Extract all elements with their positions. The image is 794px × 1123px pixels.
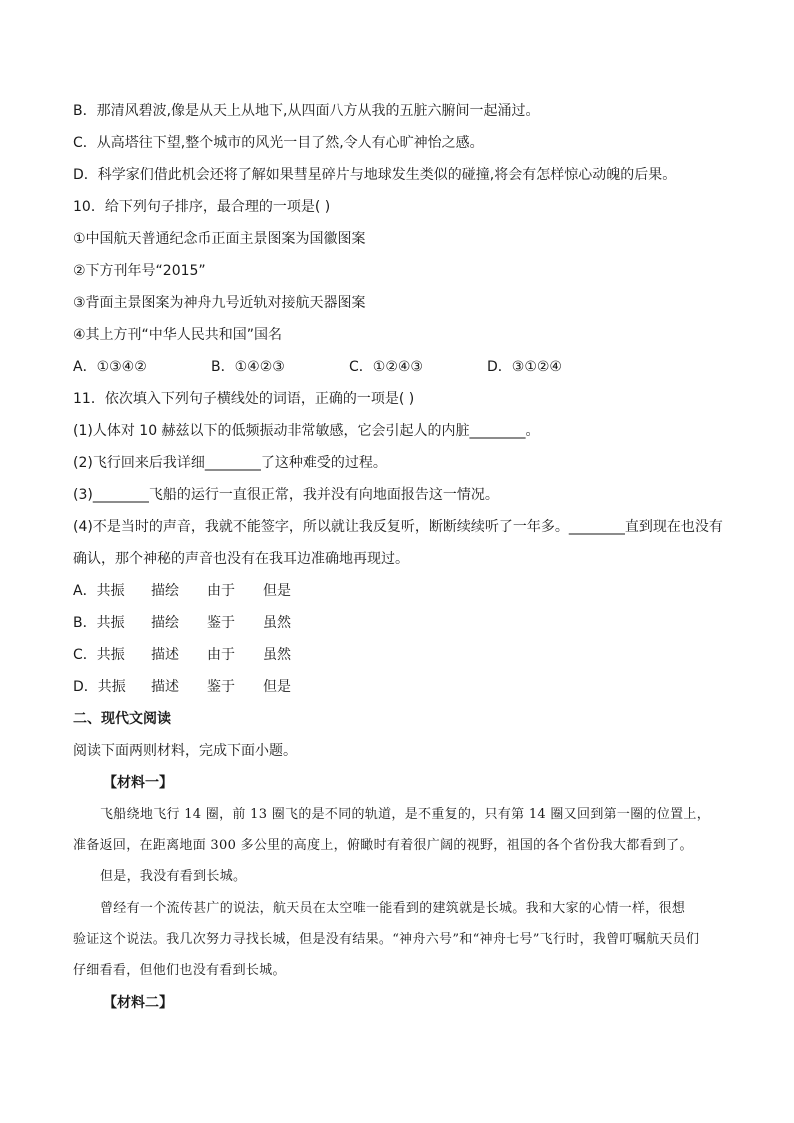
q11-sentence-4b: 确认，那个神秘的声音也没有在我耳边准确地再现过。 — [73, 551, 409, 567]
q11-option-b-word3: 鉴于 — [207, 615, 235, 631]
q10-option-b: B．①④②③ — [211, 359, 285, 375]
material-1-para-1a: 飞船绕地飞行 14 圈，前 13 圈飞的是不同的轨道，是不重复的，只有第 14 圈又回到第一圈的位置上， — [100, 807, 711, 822]
q11-option-c-word3: 由于 — [207, 647, 235, 663]
q11-option-a — [73, 581, 291, 601]
q11-option-d — [73, 677, 291, 697]
material-1-para-3a: 曾经有一个流传甚广的说法，航天员在太空唯一能看到的建筑就是长城。我和大家的心情一样，很想 — [100, 901, 686, 916]
q10-item-1: ①中国航天普通纪念币正面主景图案为国徽图案 — [73, 231, 366, 247]
q11-option-c — [73, 645, 291, 665]
q10-options — [73, 357, 562, 377]
q11-option-d-word3: 鉴于 — [207, 679, 235, 695]
q10-option-a: A．①③④② — [73, 359, 147, 375]
q11-option-a-label: A．共振 — [73, 583, 125, 599]
q10-item-2: ②下方刊年号“2015” — [73, 263, 206, 279]
q9-option-c: C．从高塔往下望,整个城市的风光一目了然,令人有心旷神怡之感。 — [73, 135, 484, 151]
q11-sentence-1: (1)人体对 10 赫兹以下的低频振动非常敏感，它会引起人的内脏________。 — [73, 423, 540, 439]
q11-option-d-label: D．共振 — [73, 679, 126, 695]
material-1-para-3b: 验证这个说法。我几次努力寻找长城，但是没有结果。“神舟六号”和“神舟七号”飞行时，我曾叮嘱航天员们 — [73, 932, 700, 947]
q11-sentence-3: (3)________飞船的运行一直很正常，我并没有向地面报告这一情况。 — [73, 487, 499, 503]
q10-item-4: ④其上方刊“中华人民共和国”国名 — [73, 327, 283, 343]
q11-sentence-4a: (4)不是当时的声音，我就不能签字，所以就让我反复听，断断续续听了一年多。________直到现在也没有 — [73, 519, 723, 535]
q11-option-b — [73, 613, 291, 633]
q11-option-a-word3: 由于 — [207, 583, 235, 599]
q11-option-b-label: B．共振 — [73, 615, 125, 631]
q10-option-c: C．①②④③ — [349, 359, 423, 375]
q11-option-b-word4: 虽然 — [263, 615, 291, 631]
q11-option-c-word2: 描述 — [151, 647, 179, 663]
q10-stem: 10．给下列句子排序，最合理的一项是( ) — [73, 199, 331, 215]
q10-option-d: D．③①②④ — [487, 359, 562, 375]
material-1-para-2: 但是，我没有看到长城。 — [100, 869, 247, 884]
q11-option-d-word2: 描述 — [151, 679, 179, 695]
section-title: 二、现代文阅读 — [73, 711, 171, 727]
q11-stem: 11．依次填入下列句子横线处的词语，正确的一项是( ) — [73, 391, 415, 407]
q11-sentence-2: (2)飞行回来后我详细________了这种难受的过程。 — [73, 455, 387, 471]
q10-item-3: ③背面主景图案为神舟九号近轨对接航天器图案 — [73, 295, 366, 311]
q11-option-b-word2: 描绘 — [151, 615, 179, 631]
q11-option-a-word4: 但是 — [263, 583, 291, 599]
section-instruction: 阅读下面两则材料，完成下面小题。 — [73, 743, 297, 759]
q11-option-a-word2: 描绘 — [151, 583, 179, 599]
material-1-para-3c: 仔细看看，但他们也没有看到长城。 — [73, 963, 286, 978]
material-1-title: 【材料一】 — [103, 775, 173, 791]
q9-option-d: D．科学家们借此机会还将了解如果彗星碎片与地球发生类似的碰撞,将会有怎样惊心动魄的后果。 — [73, 167, 677, 183]
material-2-title: 【材料二】 — [103, 995, 173, 1011]
material-1-para-1b: 准备返回，在距离地面 300 多公里的高度上，俯瞰时有着很广阔的视野，祖国的各个省份我大都看到了。 — [73, 838, 693, 853]
q11-option-c-label: C．共振 — [73, 647, 125, 663]
q9-option-b: B．那清风碧波,像是从天上从地下,从四面八方从我的五脏六腑间一起涌过。 — [73, 103, 540, 119]
q11-option-d-word4: 但是 — [263, 679, 291, 695]
q11-option-c-word4: 虽然 — [263, 647, 291, 663]
